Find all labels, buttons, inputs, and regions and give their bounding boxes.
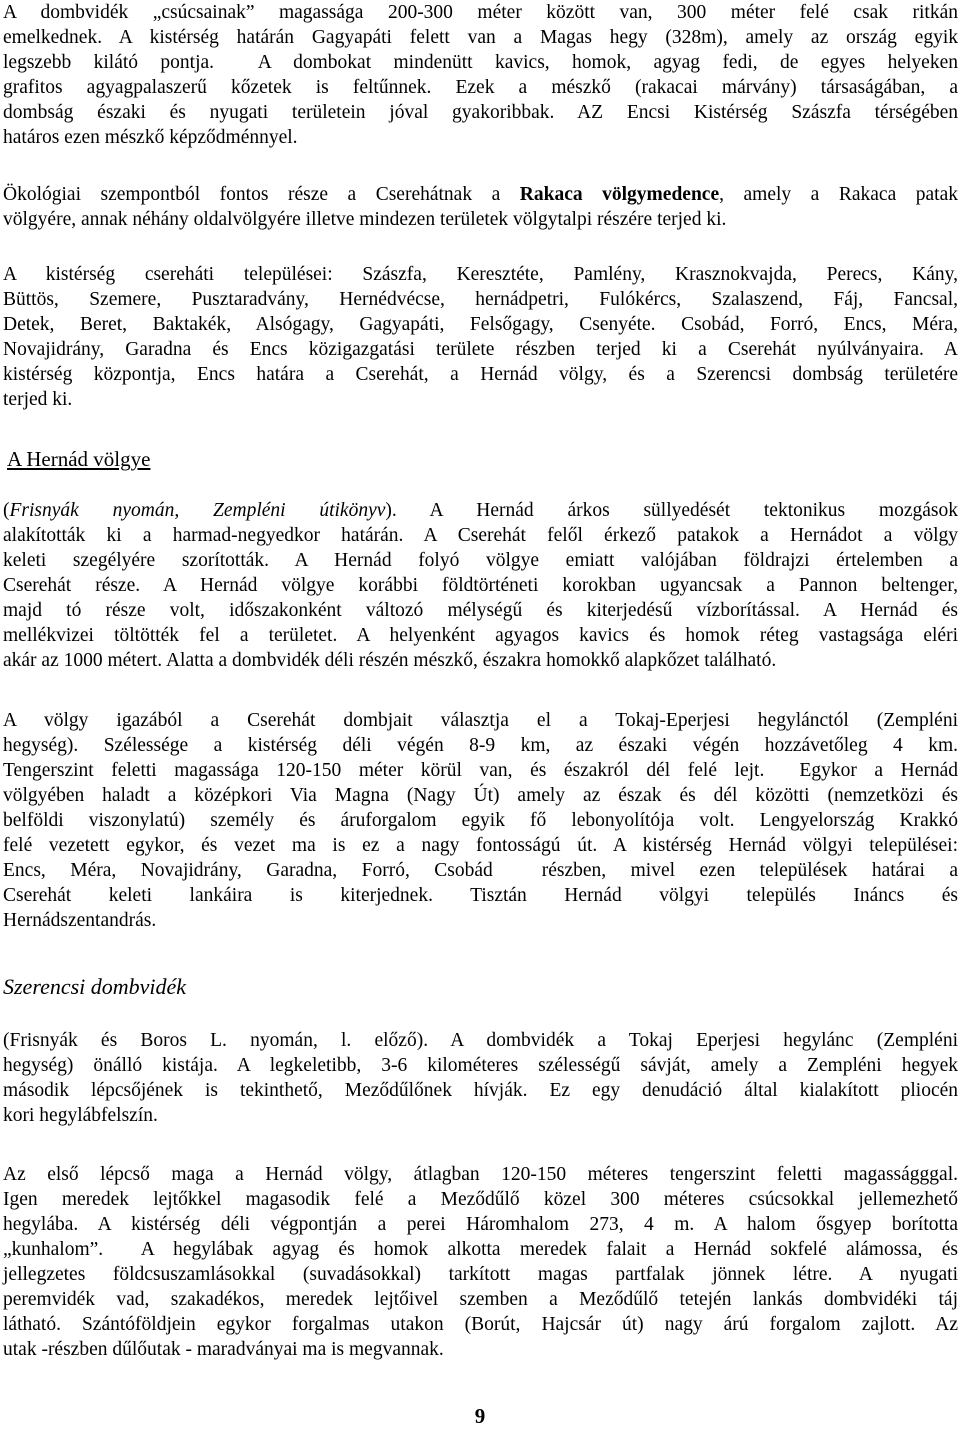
text-line	[3, 312, 958, 337]
text-segment: legszebb kilátó pontja. A dombokat mindenütt kavics, homok, agyag fedi, de egyes helyeken	[3, 52, 958, 73]
text-segment: Novajidrány, Garadna és Encs közigazgatási területe részben terjed ki a Cserehát nyúlványaira. A	[3, 339, 958, 360]
text-line	[3, 833, 958, 858]
text-line	[3, 648, 958, 673]
text-line	[3, 708, 958, 733]
text-segment: hegység) önálló kistája. A legkeletibb, 3-6 kilométeres szélességű sávját, amely a Zempléni hegyek	[3, 1055, 958, 1076]
text-segment: Tengerszint feletti magassága 120-150 méter körül van, és északról dél felé lejt. Egykor a Hernád	[3, 760, 958, 781]
text-line	[3, 523, 958, 548]
heading-hernad-volgye: A Hernád völgye	[7, 447, 151, 471]
text-segment: második lépcsőjének is tekinthető, Meződűlőnek hívják. Ez egy denudáció által kialakított pliocén	[3, 1080, 958, 1101]
text-line	[3, 287, 958, 312]
text-segment: , amely a Rakaca patak	[719, 184, 958, 205]
paragraph-cserehati-telepulesek	[3, 262, 958, 412]
text-segment: belföldi viszonylatú) személy és áruforgalom egyik fő lebonyolítója volt. Lengyelország Krakkó	[3, 810, 958, 831]
paragraph-hernad-arok	[3, 498, 958, 673]
text-segment: Büttös, Szemere, Pusztaradvány, Hernédvécse, hernádpetri, Fulókércs, Szalaszend, Fáj, Fancsal,	[3, 289, 958, 310]
text-line	[3, 808, 958, 833]
text-segment: dombság északi és nyugati területein jóval gyakoribbak. AZ Encsi Kistérség Szászfa térségében	[3, 102, 958, 123]
text-line	[3, 573, 958, 598]
text-segment: hegység). Szélessége a kistérség déli végén 8-9 km, az északi végén hozzávetőleg 4 km.	[3, 735, 958, 756]
text-segment: Encs, Méra, Novajidrány, Garadna, Forró, Csobád részben, mivel ezen települések határai a	[3, 860, 958, 881]
text-segment: hegylába. A kistérség déli végpontján a perei Háromhalom 273, 4 m. A halom ősgyep borította	[3, 1214, 958, 1235]
text-segment: völgyében haladt a középkori Via Magna (Nagy Út) amely az észak és dél közötti (nemzetközi és	[3, 785, 958, 806]
paragraph-szerencsi	[3, 1028, 958, 1128]
text-segment: (	[3, 500, 10, 521]
text-line	[3, 207, 958, 232]
text-line	[3, 75, 958, 100]
text-segment: Hernádszentandrás.	[3, 910, 157, 931]
text-line	[3, 858, 958, 883]
text-segment: (Frisnyák és Boros L. nyomán, l. előző). A dombvidék a Tokaj Eperjesi hegylánc (Zempléni	[3, 1030, 958, 1051]
text-line	[3, 182, 958, 207]
text-line	[3, 1078, 958, 1103]
text-line	[3, 1262, 958, 1287]
text-line	[3, 548, 958, 573]
text-segment: „kunhalom”. A hegylábak agyag és homok alkotta meredek falait a Hernád sokfelé alámossa, és	[3, 1239, 958, 1260]
text-segment: utak -részben dűlőutak - maradványai ma is megvannak.	[3, 1339, 444, 1360]
text-line	[3, 50, 958, 75]
text-line	[3, 1162, 958, 1187]
paragraph-elso-lepcso	[3, 1162, 958, 1362]
text-line	[3, 100, 958, 125]
text-segment: terjed ki.	[3, 389, 73, 410]
text-line	[3, 1312, 958, 1337]
emphasized-text: Rakaca völgymedence	[519, 184, 720, 205]
text-segment: jellegzetes földcsuszamlásokkal (suvadásokkal) tarkított magas partfalak jönnek létre. A nyugati	[3, 1264, 958, 1285]
text-line	[3, 623, 958, 648]
paragraph-dombvidek	[3, 0, 958, 150]
text-segment: keleti szegélyére szorították. A Hernád folyó völgye emiatt valójában földrajzi értelemben a	[3, 550, 958, 571]
text-segment: Cserehát része. A Hernád völgye korábbi földtörténeti korokban ugyancsak a Pannon beltenger,	[3, 575, 958, 596]
text-line	[3, 1103, 958, 1128]
text-segment: Ökológiai szempontból fontos része a Cserehátnak a	[3, 184, 520, 205]
text-segment: Cserehát keleti lankáira is kiterjednek. Tisztán Hernád völgyi település Ináncs és	[3, 885, 958, 906]
text-line	[3, 758, 958, 783]
text-segment: látható. Szántóföldjein egykor forgalmas utakon (Borút, Hajcsár út) nagy árú forgalom zajlott. Az	[3, 1314, 958, 1335]
emphasized-text: Frisnyák nyomán, Zempléni útikönyv	[9, 500, 386, 521]
text-line	[3, 0, 958, 25]
text-segment: majd tó része volt, időszakonként változó mélységű és kiterjedésű vízborítással. A Hernád és	[3, 600, 958, 621]
text-segment: emelkednek. A kistérség határán Gagyapáti felett van a Magas hegy (328m), amely az ország egyik	[3, 27, 958, 48]
text-segment: felé vezetett egykor, és vezet ma is ez a nagy fontosságú út. A kistérség Hernád völgyi települései:	[3, 835, 958, 856]
text-segment: akár az 1000 métert. Alatta a dombvidék déli részén mészkő, északra homokkő alapkőzet található.	[3, 650, 777, 671]
text-segment: alakították ki a harmad-negyedkor határán. A Cserehát felől érkező patakok a Hernádot a völgy	[3, 525, 958, 546]
text-line	[3, 1237, 958, 1262]
text-segment: A völgy igazából a Cserehát dombjait választja el a Tokaj-Eperjesi hegylánctól (Zempléni	[3, 710, 958, 731]
text-segment: kistérség központja, Encs határa a Cserehát, a Hernád völgy, és a Szerencsi dombság területére	[3, 364, 958, 385]
text-line	[3, 1212, 958, 1237]
text-segment: Igen meredek lejtőkkel magasodik felé a Meződűlő közel 300 méteres csúcsokkal jellemezhető	[3, 1189, 958, 1210]
text-line	[3, 908, 958, 933]
heading-szerencsi-dombvidek: Szerencsi dombvidék	[3, 974, 187, 999]
text-segment: ). A Hernád árkos süllyedését tektonikus mozgások	[385, 500, 958, 521]
text-line	[3, 1053, 958, 1078]
text-line	[3, 733, 958, 758]
text-segment: völgyére, annak néhány oldalvölgyére illetve mindezen területek völgytalpi részére terjed ki.	[3, 209, 727, 230]
text-segment: A dombvidék „csúcsainak” magassága 200-300 méter között van, 300 méter felé csak ritkán	[3, 2, 958, 23]
text-line	[3, 1187, 958, 1212]
page-number: 9	[474, 1404, 486, 1428]
text-line	[3, 1028, 958, 1053]
text-segment: A kistérség csereháti települései: Szászfa, Keresztéte, Pamlény, Krasznokvajda, Perecs, Kány,	[3, 264, 958, 285]
text-line	[3, 362, 958, 387]
text-line	[3, 125, 958, 150]
text-line	[3, 598, 958, 623]
text-segment: kori hegylábfelszín.	[3, 1105, 158, 1126]
text-line	[3, 387, 958, 412]
text-line	[3, 1287, 958, 1312]
text-line	[3, 783, 958, 808]
paragraph-volgy	[3, 708, 958, 933]
text-line	[3, 262, 958, 287]
text-segment: mellékvizei töltötték fel a területet. A helyenként agyagos kavics és homok réteg vastagsága eléri	[3, 625, 958, 646]
text-line	[3, 25, 958, 50]
text-segment: peremvidék vad, szakadékos, meredek lejtőivel szemben a Meződűlő tetején lankás dombvidéki táj	[3, 1289, 958, 1310]
text-line	[3, 498, 958, 523]
text-line	[3, 1337, 958, 1362]
text-segment: határos ezen mészkő képződménnyel.	[3, 127, 298, 148]
text-segment: Az első lépcső maga a Hernád völgy, átlagban 120-150 méteres tengerszint feletti magasságggal.	[3, 1164, 958, 1185]
text-line	[3, 337, 958, 362]
text-segment: grafitos agyagpalaszerű kőzetek is feltűnnek. Ezek a mészkő (rakacai márvány) társaságában, a	[3, 77, 958, 98]
paragraph-rakaca	[3, 182, 958, 232]
text-line	[3, 883, 958, 908]
text-segment: Detek, Beret, Baktakék, Alsógagy, Gagyapáti, Felsőgagy, Csenyéte. Csobád, Forró, Encs, Méra,	[3, 314, 958, 335]
